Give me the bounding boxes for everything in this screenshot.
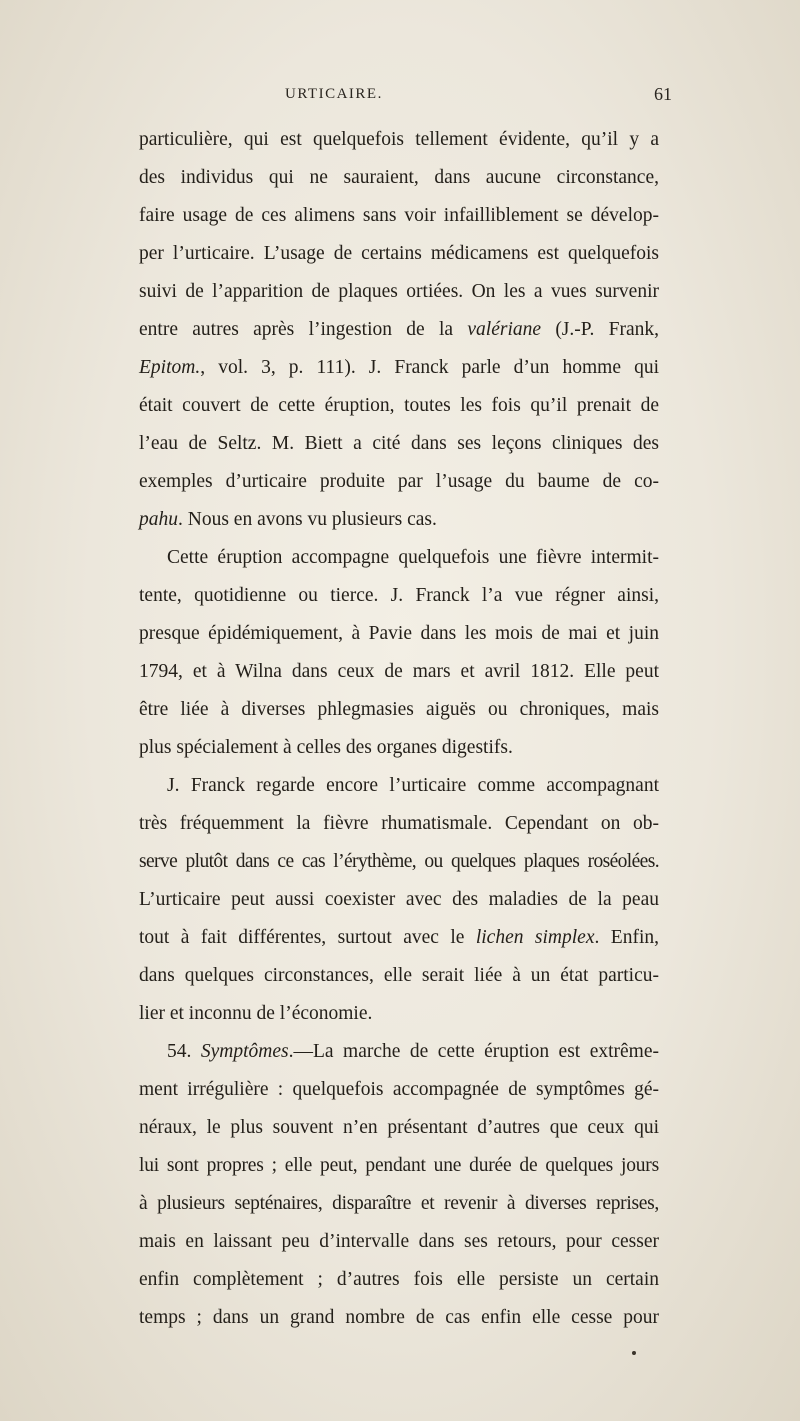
text-line: suivi de l’apparition de plaques ortiées. On les a vues survenir <box>139 281 659 302</box>
text-line: temps ; dans un grand nombre de cas enfin elle cesse pour <box>139 1307 659 1328</box>
text-line: J. Franck regarde encore l’urticaire comme accompagnant <box>167 775 659 796</box>
italic-term: valériane <box>467 319 542 340</box>
page-header <box>0 84 800 114</box>
text-line: pahu. Nous en avons vu plusieurs cas. <box>139 509 437 530</box>
running-head: URTICAIRE. <box>285 86 383 102</box>
text-line: exemples d’urticaire produite par l’usage du baume de co- <box>139 471 659 492</box>
text-line: presque épidémiquement, à Pavie dans les mois de mai et juin <box>139 623 659 644</box>
text-line: être liée à diverses phlegmasies aiguës ou chroniques, mais <box>139 699 659 720</box>
section-heading-line: 54. Symptômes.—La marche de cette éruption est extrême- <box>167 1041 659 1062</box>
text-line: L’urticaire peut aussi coexister avec des maladies de la peau <box>139 889 659 910</box>
text-line: plus spécialement à celles des organes digestifs. <box>139 737 513 758</box>
page-number: 61 <box>654 84 672 104</box>
text-line: faire usage de ces alimens sans voir infailliblement se dévelop- <box>139 205 659 226</box>
text-line: l’eau de Seltz. M. Biett a cité dans ses leçons cliniques des <box>139 433 659 454</box>
text-line: tout à fait différentes, surtout avec le lichen simplex. Enfin, <box>139 927 660 948</box>
text-line: per l’urticaire. L’usage de certains médicamens est quelquefois <box>139 243 659 264</box>
text-line: ment irrégulière : quelquefois accompagnée de symptômes gé- <box>139 1079 659 1100</box>
ink-dot <box>632 1351 636 1355</box>
text-line: Epitom., vol. 3, p. 111). J. Franck parle d’un homme qui <box>139 357 659 378</box>
italic-term: pahu <box>139 509 178 530</box>
text-line: était couvert de cette éruption, toutes les fois qu’il prenait de <box>139 395 659 416</box>
text-line: très fréquemment la fièvre rhumatismale. Cependant on ob- <box>139 813 659 834</box>
text-line: néraux, le plus souvent n’en présentant d’autres que ceux qui <box>139 1117 659 1138</box>
section-title: Symptômes <box>200 1041 289 1062</box>
text-line: serve plutôt dans ce cas l’érythème, ou quelques plaques roséolées. <box>139 851 659 872</box>
text-line: 1794, et à Wilna dans ceux de mars et avril 1812. Elle peut <box>139 661 659 682</box>
text-line: particulière, qui est quelquefois tellement évidente, qu’il y a <box>139 129 659 150</box>
text-line: dans quelques circonstances, elle serait liée à un état particu- <box>139 965 659 986</box>
text-line: des individus qui ne sauraient, dans aucune circonstance, <box>139 167 659 188</box>
text-line: lier et inconnu de l’économie. <box>139 1003 373 1024</box>
text-line: lui sont propres ; elle peut, pendant une durée de quelques jours <box>139 1155 659 1176</box>
italic-term: lichen simplex <box>475 927 595 948</box>
text-line: Cette éruption accompagne quelquefois une fièvre intermit- <box>167 547 659 568</box>
text-line: entre autres après l’ingestion de la valériane (J.-P. Frank, <box>139 319 659 340</box>
text-line: à plusieurs septénaires, disparaître et revenir à diverses reprises, <box>139 1193 659 1214</box>
text-line: mais en laissant peu d’intervalle dans ses retours, pour cesser <box>139 1231 659 1252</box>
text-line: tente, quotidienne ou tierce. J. Franck l’a vue régner ainsi, <box>139 585 659 606</box>
italic-term: Epitom. <box>139 357 201 378</box>
text-line: enfin complètement ; d’autres fois elle persiste un certain <box>139 1269 659 1290</box>
